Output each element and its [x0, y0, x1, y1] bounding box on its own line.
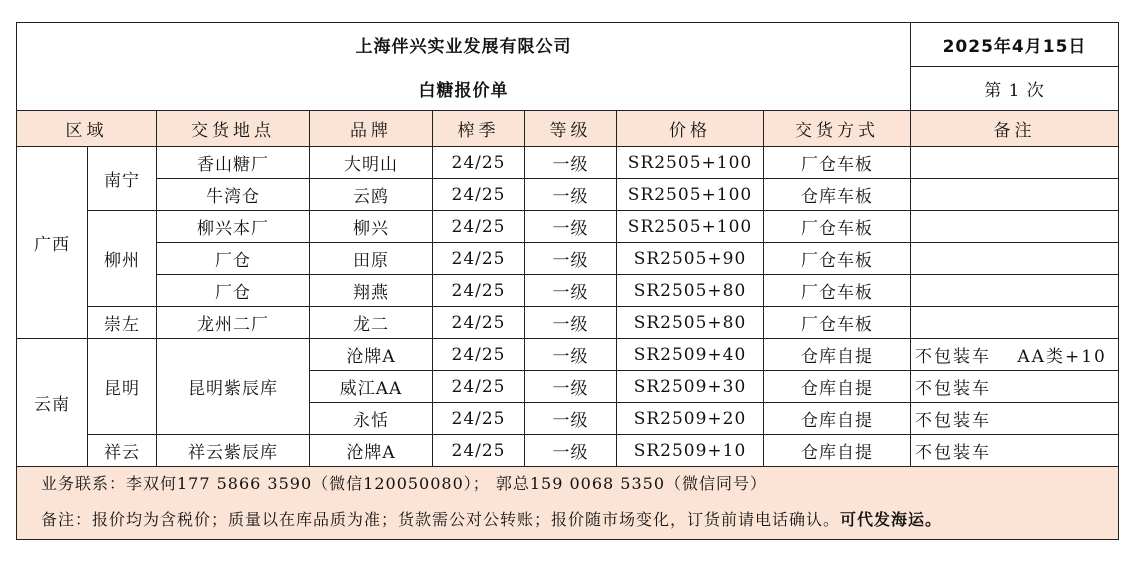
brand-cell: 云鸥 [310, 179, 433, 211]
note-cell: 不包装车 [911, 371, 1119, 403]
grade-cell: 一级 [525, 243, 617, 275]
price-cell: SR2509+20 [617, 403, 764, 435]
grade-cell: 一级 [525, 179, 617, 211]
season-cell: 24/25 [433, 179, 525, 211]
grade-cell: 一级 [525, 435, 617, 467]
note-cell [911, 147, 1119, 179]
season-cell: 24/25 [433, 147, 525, 179]
location-cell: 厂仓 [157, 275, 310, 307]
note-cell: 不包装车 AA类+10 [911, 339, 1119, 371]
quote-table [16, 22, 1119, 540]
delivery-cell: 厂仓车板 [764, 243, 911, 275]
price-cell: SR2509+30 [617, 371, 764, 403]
brand-cell: 田原 [310, 243, 433, 275]
location-cell: 牛湾仓 [157, 179, 310, 211]
delivery-cell: 厂仓车板 [764, 307, 911, 339]
season-cell: 24/25 [433, 243, 525, 275]
table-row [17, 307, 1119, 339]
brand-cell: 柳兴 [310, 211, 433, 243]
note-cell: 不包装车 [911, 403, 1119, 435]
header-row [17, 111, 1119, 147]
delivery-cell: 仓库自提 [764, 371, 911, 403]
note-cell [911, 179, 1119, 211]
location-cell: 昆明紫辰库 [157, 339, 310, 435]
delivery-cell: 厂仓车板 [764, 275, 911, 307]
season-cell: 24/25 [433, 435, 525, 467]
location-cell: 龙州二厂 [157, 307, 310, 339]
city-cell: 昆明 [88, 339, 157, 435]
price-cell: SR2509+10 [617, 435, 764, 467]
city-cell: 柳州 [88, 211, 157, 307]
note-cell [911, 307, 1119, 339]
brand-cell: 永恬 [310, 403, 433, 435]
note-cell: 不包装车 [911, 435, 1119, 467]
col-header-season: 榨季 [433, 111, 525, 147]
price-cell: SR2509+40 [617, 339, 764, 371]
grade-cell: 一级 [525, 403, 617, 435]
table-row [17, 275, 1119, 307]
footer-notes [17, 467, 1119, 540]
delivery-cell: 仓库自提 [764, 435, 911, 467]
region-cell: 广西 [17, 147, 88, 339]
grade-cell: 一级 [525, 147, 617, 179]
remark-bold: 可代发海运。 [840, 510, 943, 529]
brand-cell: 威江AA [310, 371, 433, 403]
delivery-cell: 厂仓车板 [764, 147, 911, 179]
season-cell: 24/25 [433, 339, 525, 371]
brand-cell: 大明山 [310, 147, 433, 179]
col-header-price: 价格 [617, 111, 764, 147]
contact-line: 业务联系：李双何177 5866 3590（微信120050080）； 郭总159 0068 5350（微信同号） [41, 474, 768, 493]
location-cell: 祥云紫辰库 [157, 435, 310, 467]
quote-edition: 第 1 次 [911, 67, 1119, 111]
city-cell: 崇左 [88, 307, 157, 339]
note-cell [911, 275, 1119, 307]
price-cell: SR2505+80 [617, 307, 764, 339]
table-row [17, 435, 1119, 467]
city-cell: 南宁 [88, 147, 157, 211]
col-header-brand: 品牌 [310, 111, 433, 147]
grade-cell: 一级 [525, 275, 617, 307]
season-cell: 24/25 [433, 307, 525, 339]
brand-cell: 沧牌A [310, 339, 433, 371]
delivery-cell: 仓库车板 [764, 179, 911, 211]
price-cell: SR2505+100 [617, 211, 764, 243]
season-cell: 24/25 [433, 403, 525, 435]
brand-cell: 龙二 [310, 307, 433, 339]
brand-cell: 沧牌A [310, 435, 433, 467]
company-name: 上海伴兴实业发展有限公司 [17, 23, 911, 67]
location-cell: 厂仓 [157, 243, 310, 275]
footer-row [17, 467, 1119, 540]
col-header-note: 备注 [911, 111, 1119, 147]
col-header-location: 交货地点 [157, 111, 310, 147]
price-cell: SR2505+100 [617, 179, 764, 211]
table-row [17, 211, 1119, 243]
price-cell: SR2505+90 [617, 243, 764, 275]
location-cell: 香山糖厂 [157, 147, 310, 179]
document-title: 白糖报价单 [17, 67, 911, 111]
col-header-delivery: 交货方式 [764, 111, 911, 147]
delivery-cell: 仓库自提 [764, 403, 911, 435]
delivery-cell: 仓库自提 [764, 339, 911, 371]
season-cell: 24/25 [433, 371, 525, 403]
note-cell [911, 211, 1119, 243]
table-row [17, 243, 1119, 275]
location-cell: 柳兴本厂 [157, 211, 310, 243]
region-cell: 云南 [17, 339, 88, 467]
remark-line [41, 501, 1118, 539]
price-cell: SR2505+80 [617, 275, 764, 307]
grade-cell: 一级 [525, 307, 617, 339]
season-cell: 24/25 [433, 275, 525, 307]
delivery-cell: 厂仓车板 [764, 211, 911, 243]
col-header-grade: 等级 [525, 111, 617, 147]
quote-date: 2025年4月15日 [911, 23, 1119, 67]
grade-cell: 一级 [525, 371, 617, 403]
table-row [17, 147, 1119, 179]
grade-cell: 一级 [525, 211, 617, 243]
grade-cell: 一级 [525, 339, 617, 371]
col-header-region: 区域 [17, 111, 157, 147]
season-cell: 24/25 [433, 211, 525, 243]
table-row [17, 179, 1119, 211]
brand-cell: 翔燕 [310, 275, 433, 307]
table-row [17, 339, 1119, 371]
remark-text: 备注：报价均为含税价；质量以在库品质为准；货款需公对公转账；报价随市场变化，订货前请电话确认。 [41, 510, 841, 529]
price-cell: SR2505+100 [617, 147, 764, 179]
city-cell: 祥云 [88, 435, 157, 467]
note-cell [911, 243, 1119, 275]
